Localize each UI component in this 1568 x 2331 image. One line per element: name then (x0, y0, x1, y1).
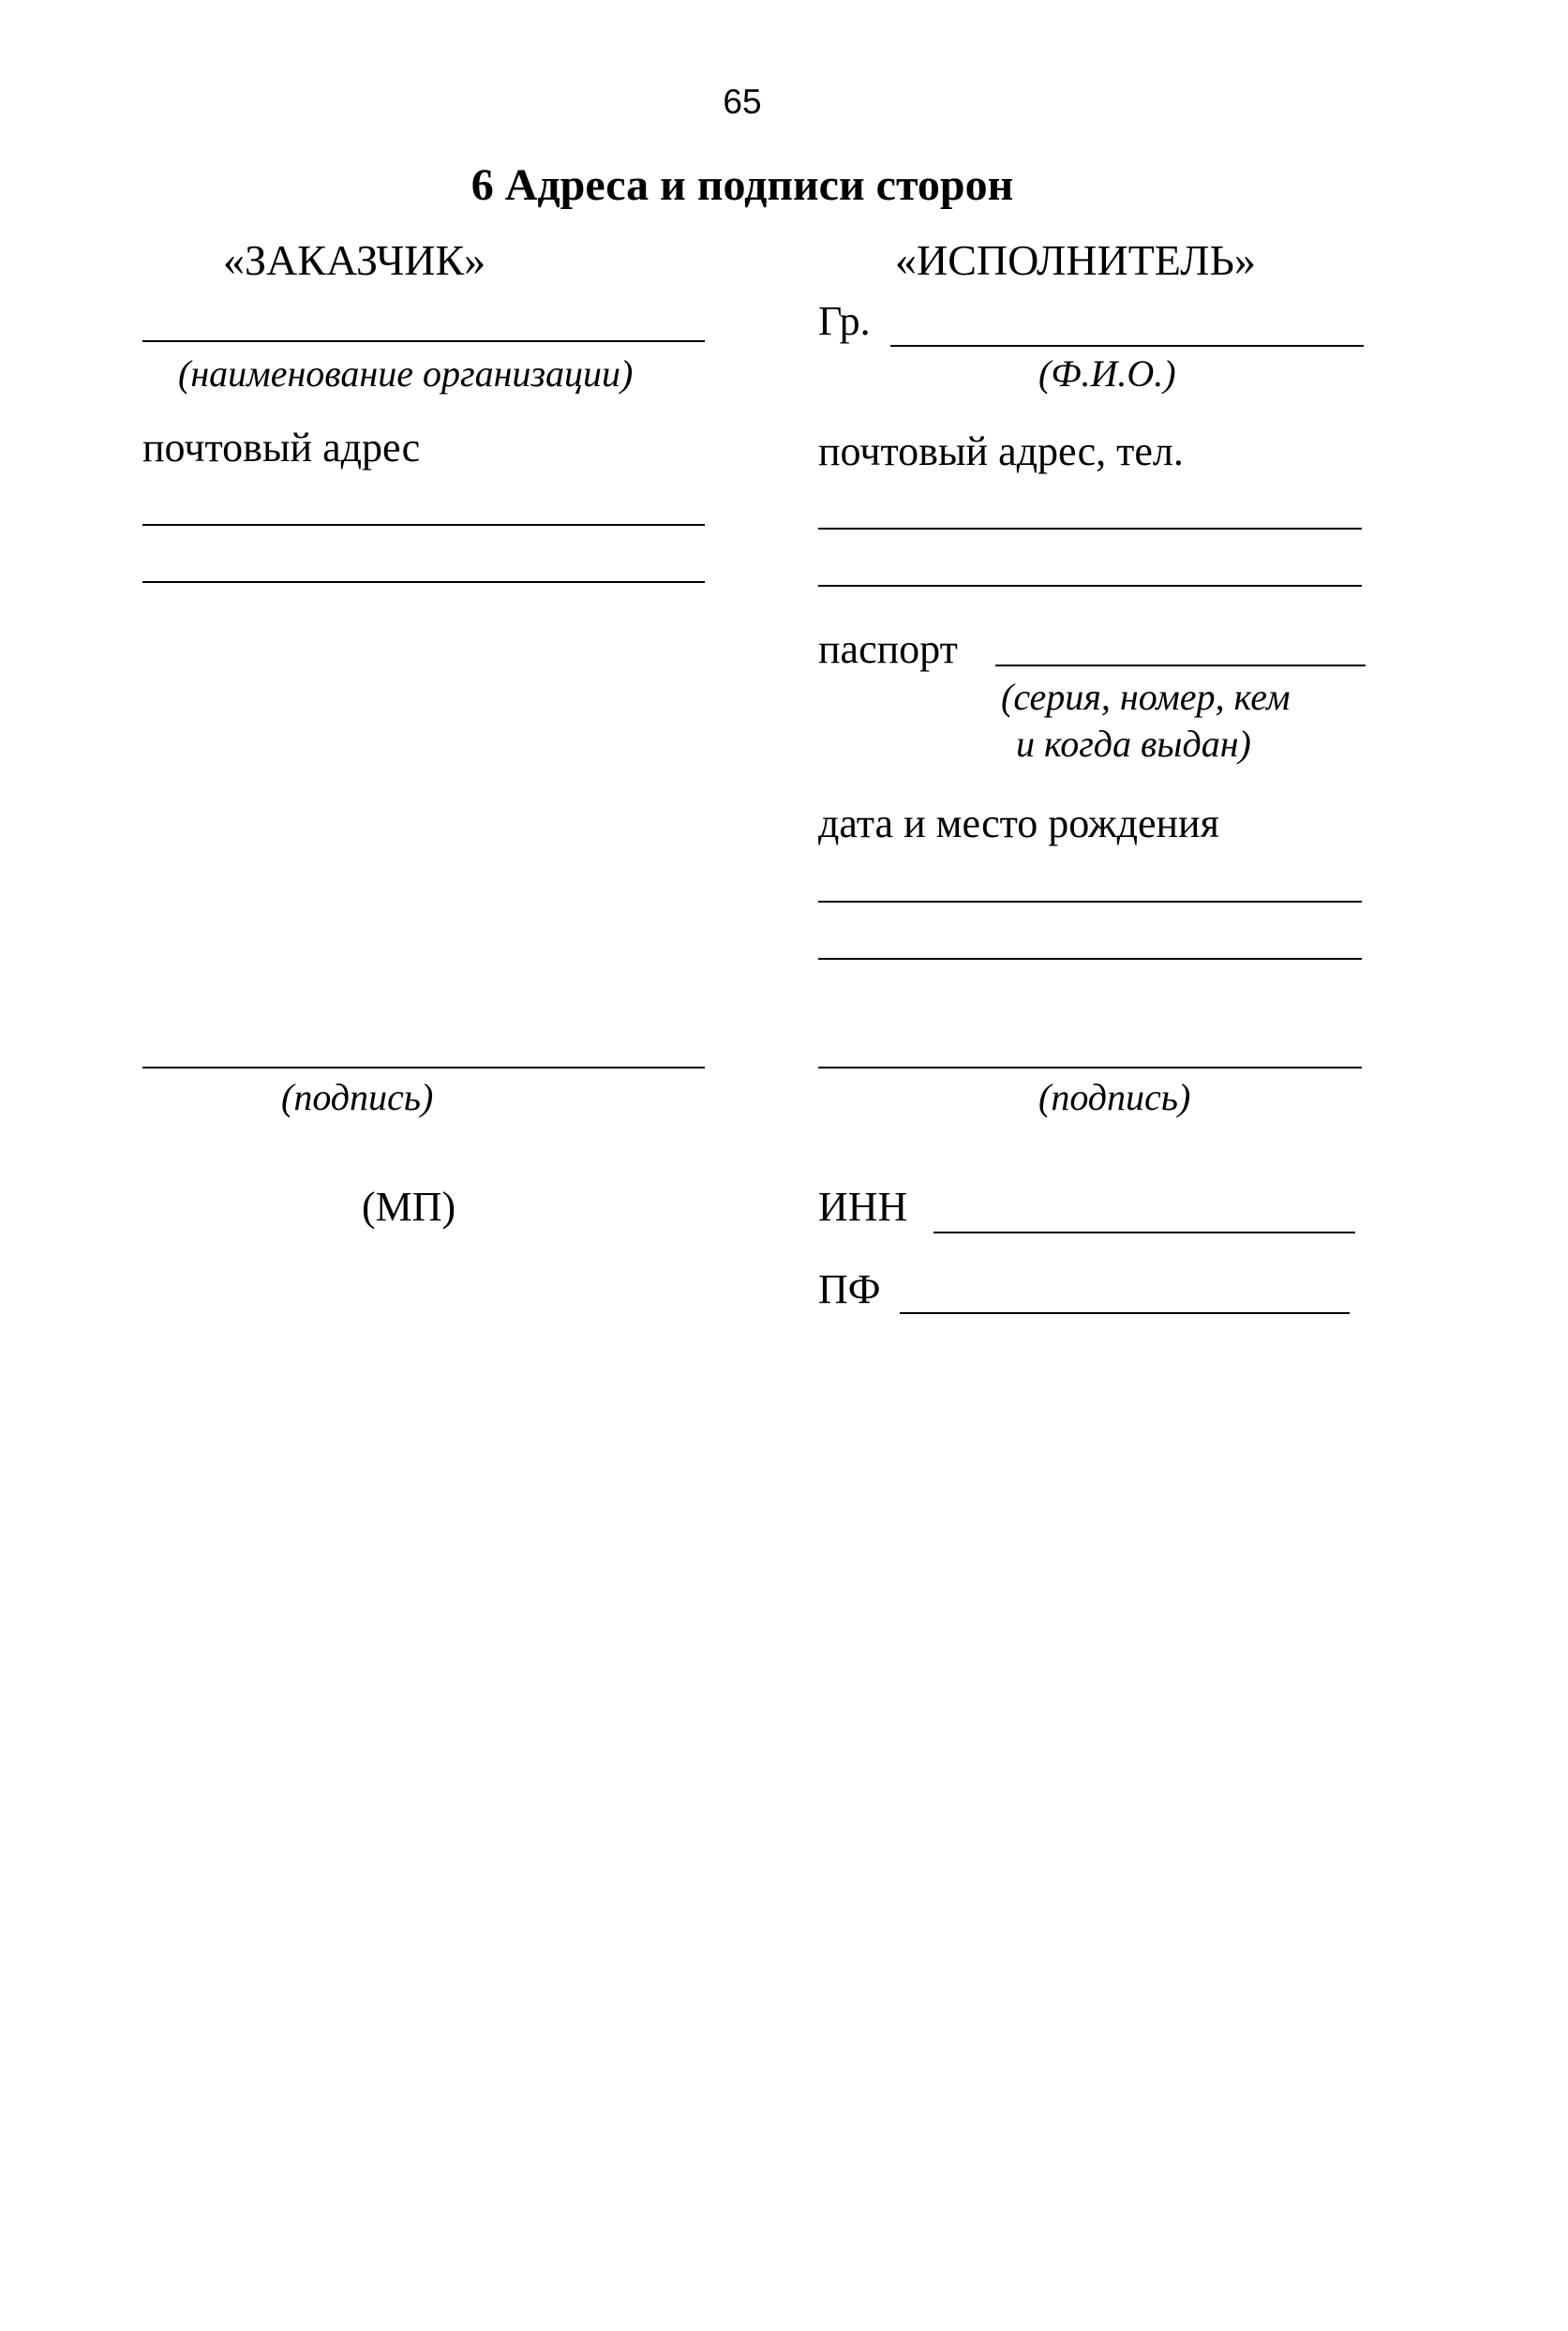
contractor-heading: «ИСПОЛНИТЕЛЬ» (895, 236, 1256, 284)
section-title: 6 Адреса и подписи сторон (470, 160, 1014, 210)
contractor-postal-label: почтовый адрес, тел. (818, 428, 1184, 474)
contractor-signature-line (818, 1067, 1362, 1068)
pf-blank-line (900, 1312, 1350, 1314)
customer-postal-label: почтовый адрес (142, 425, 421, 471)
citizen-prefix: Гр. (818, 298, 871, 344)
birth-blank-line-2 (818, 958, 1362, 960)
inn-blank-line (933, 1232, 1355, 1233)
birth-label: дата и место рождения (818, 800, 1219, 846)
customer-signature-caption: (подпись) (281, 1076, 434, 1118)
contractor-address-blank-line-2 (818, 585, 1362, 587)
passport-blank-line (995, 665, 1366, 666)
birth-blank-line-1 (818, 901, 1362, 903)
page-number: 65 (723, 82, 762, 121)
contractor-address-blank-line-1 (818, 528, 1362, 530)
customer-heading: «ЗАКАЗЧИК» (223, 236, 486, 284)
passport-caption-line-1: (серия, номер, кем (1001, 676, 1291, 718)
fio-blank-line (890, 345, 1364, 347)
org-name-blank-line (142, 340, 705, 342)
seal-label: (МП) (362, 1184, 456, 1230)
passport-label: паспорт (818, 626, 958, 672)
passport-caption-line-2: и когда выдан) (1016, 723, 1251, 765)
contractor-signature-caption: (подпись) (1038, 1076, 1191, 1118)
org-name-caption: (наименование организации) (178, 352, 634, 395)
customer-signature-line (142, 1067, 705, 1068)
inn-label: ИНН (818, 1184, 908, 1230)
customer-address-blank-line-1 (142, 524, 705, 526)
pf-label: ПФ (818, 1266, 881, 1312)
customer-address-blank-line-2 (142, 581, 705, 583)
fio-caption: (Ф.И.О.) (1038, 352, 1176, 395)
